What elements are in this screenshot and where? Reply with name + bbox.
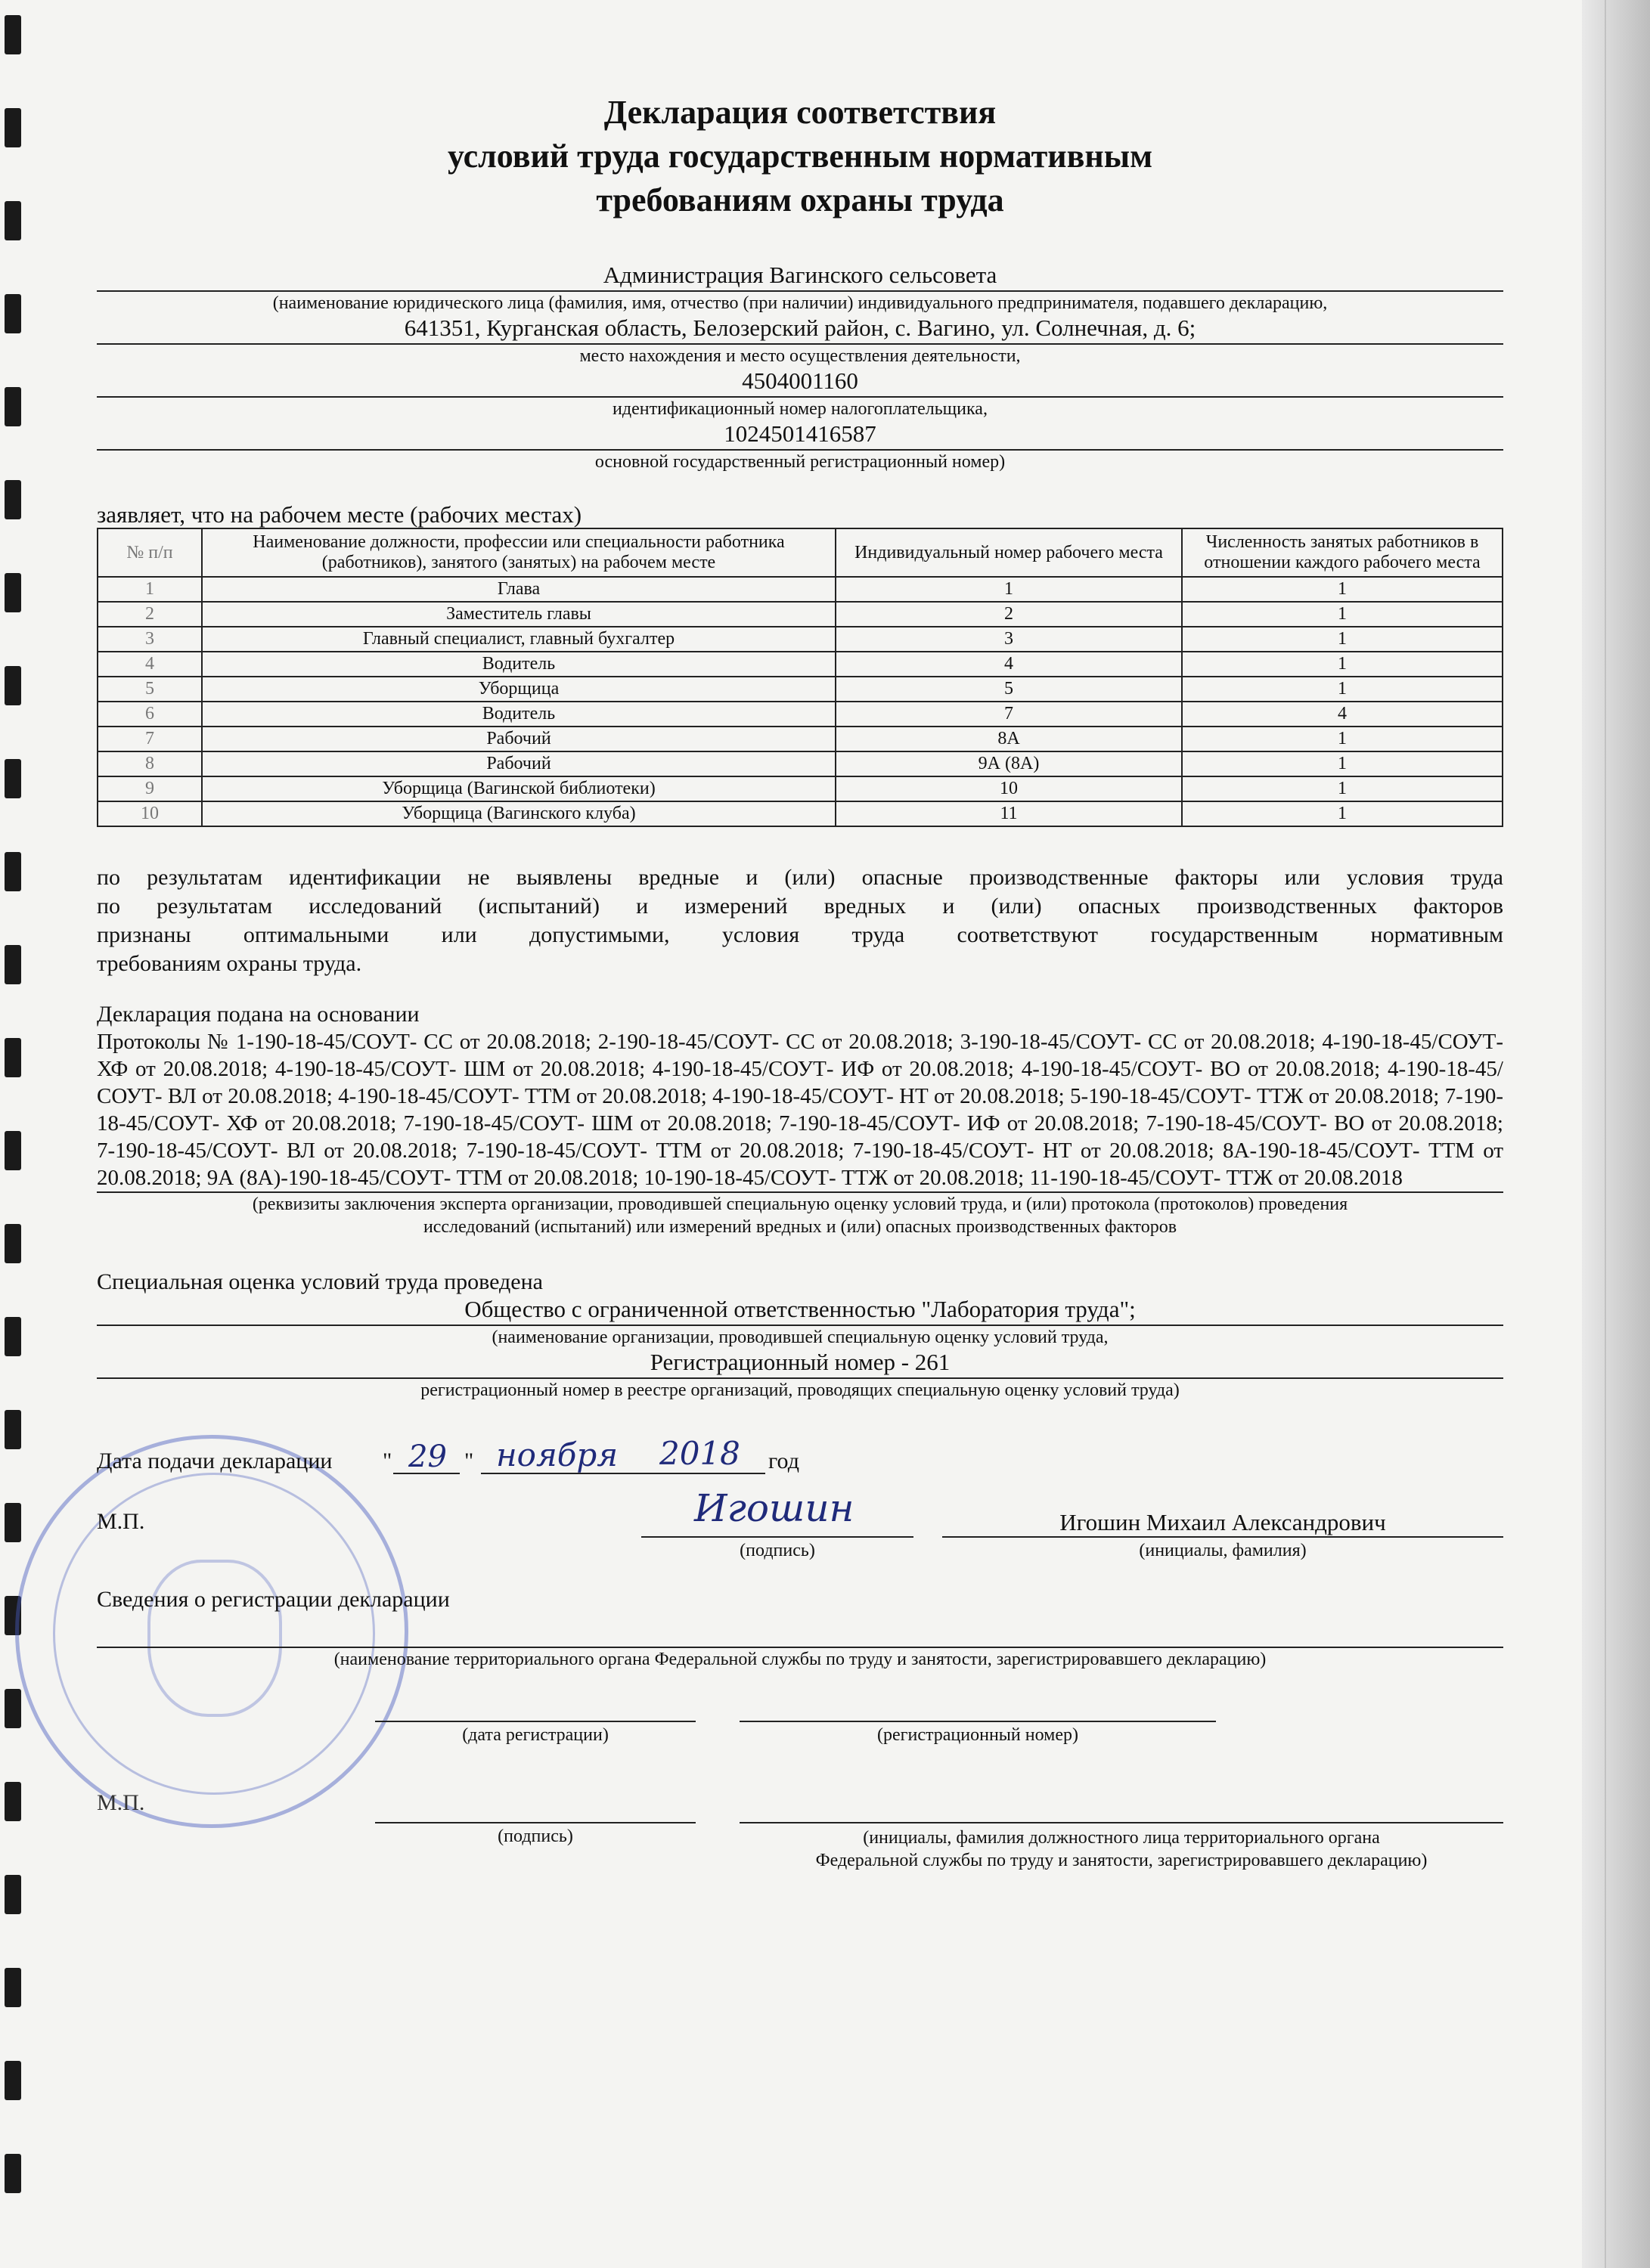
row-employee-count: 1 (1182, 751, 1503, 776)
assessment-organization: Общество с ограниченной ответственностью "Лаборатория труда"; (97, 1296, 1503, 1326)
row-number: 3 (98, 627, 202, 652)
header-employee-count: Численность занятых работников в отношении каждого рабочего места (1182, 528, 1503, 577)
row-employee-count: 1 (1182, 776, 1503, 801)
row-workplace-number: 7 (836, 702, 1182, 727)
applicant-name-caption: (наименование юридического лица (фамилия, имя, отчество (при наличии) индивидуального предпринимателя, подавшего декларацию, (272, 293, 1328, 313)
row-employee-count: 1 (1182, 627, 1503, 652)
workplaces-table (97, 528, 1503, 827)
table-row (98, 627, 1503, 652)
row-number: 1 (98, 577, 202, 602)
row-position: Рабочий (202, 727, 836, 751)
assessment-registration-caption: регистрационный номер в реестре организаций, проводящих специальную оценку условий труда) (420, 1380, 1180, 1400)
row-workplace-number: 2 (836, 602, 1182, 627)
row-position: Заместитель главы (202, 602, 836, 627)
row-number: 2 (98, 602, 202, 627)
row-number: 9 (98, 776, 202, 801)
signer-name-caption: (инициалы, фамилия) (1139, 1541, 1307, 1560)
applicant-inn: 4504001160 (97, 367, 1503, 398)
applicant-inn-caption: идентификационный номер налогоплательщика, (613, 399, 988, 419)
header-workplace-number: Индивидуальный номер рабочего места (836, 528, 1182, 577)
table-row (98, 751, 1503, 776)
applicant-address-caption: место нахождения и место осуществления деятельности, (579, 346, 1021, 366)
registration-org-caption: (наименование территориального органа Федеральной службы по труду и занятости, зарегистрировавшего декларацию) (333, 1650, 1267, 1669)
row-workplace-number: 10 (836, 776, 1182, 801)
row-position: Глава (202, 577, 836, 602)
submission-month: ноября (496, 1436, 619, 1473)
stamp-place-label: М.П. (97, 1509, 145, 1534)
row-number: 8 (98, 751, 202, 776)
declares-text: заявляет, что на рабочем месте (рабочих местах) (97, 501, 582, 528)
applicant-name: Администрация Вагинского сельсовета (97, 262, 1503, 292)
row-workplace-number: 1 (836, 577, 1182, 602)
submission-day: 29 (408, 1439, 447, 1474)
table-row (98, 577, 1503, 602)
row-workplace-number: 9А (8А) (836, 751, 1182, 776)
table-row (98, 677, 1503, 702)
row-number: 5 (98, 677, 202, 702)
row-number: 4 (98, 652, 202, 677)
row-position: Главный специалист, главный бухгалтер (202, 627, 836, 652)
basis-title: Декларация подана на основании (97, 1002, 420, 1027)
binding-edge (0, 0, 30, 2268)
assessment-registration-number: Регистрационный номер - 261 (97, 1349, 1503, 1379)
row-position: Рабочий (202, 751, 836, 776)
submission-date-row: Дата подачи декларации " 29 " ноября 2018 год (97, 1435, 799, 1474)
registration-number-caption: (регистрационный номер) (877, 1725, 1078, 1745)
row-number: 6 (98, 702, 202, 727)
registration-stamp-place-label: М.П. (97, 1790, 145, 1815)
signature-caption: (подпись) (740, 1541, 815, 1560)
row-employee-count: 1 (1182, 602, 1503, 627)
basis-protocols: Протоколы № 1-190-18-45/СОУТ- СС от 20.08.2018; 2-190-18-45/СОУТ- СС от 20.08.2018; 3-190-18-45/СОУТ- СС от 20.08.2018; 4-190-18-45/СОУТ- ХФ от 20.08.2018; 4-190-18-45/СОУТ- ШМ от 20.08.2018; 4-190-18-45/СОУТ- ИФ от 20.08.2018; 4-190-18-45/СОУТ- ВО от 20.08.2018; 4-190-18-45/СОУТ- ВЛ от 20.08.2018; 4-190-18-45/СОУТ- ТТМ от 20.08.2018; 4-190-18-45/СОУТ- НТ от 20.08.2018; 5-190-18-45/СОУТ- ТТЖ от 20.08.2018; 7-190-18-45/СОУТ- ХФ от 20.08.2018; 7-190-18-45/СОУТ- ШМ от 20.08.2018; 7-190-18-45/СОУТ- ИФ от 20.08.2018; 7-190-18-45/СОУТ- ВО от 20.08.2018; 7-190-18-45/СОУТ- ВЛ от 20.08.2018; 7-190-18-45/СОУТ- ТТМ от 20.08.2018; 7-190-18-45/СОУТ- НТ от 20.08.2018; 8А-190-18-45/СОУТ- ТТМ от 20.08.2018; 9А (8А)-190-18-45/СОУТ- ТТМ от 20.08.2018; 10-190-18-45/СОУТ- ТТЖ от 20.08.2018; 11-190-18-45/СОУТ- ТТЖ от 20.08.2018 (97, 1028, 1503, 1193)
row-position: Уборщица (Вагинского клуба) (202, 801, 836, 826)
row-employee-count: 1 (1182, 677, 1503, 702)
table-row (98, 776, 1503, 801)
applicant-ogrn-caption: основной государственный регистрационный номер) (594, 452, 1006, 472)
row-employee-count: 1 (1182, 727, 1503, 751)
row-workplace-number: 5 (836, 677, 1182, 702)
table-row (98, 652, 1503, 677)
registration-title: Сведения о регистрации декларации (97, 1587, 450, 1612)
applicant-ogrn: 1024501416587 (97, 420, 1503, 451)
row-number: 7 (98, 727, 202, 751)
row-employee-count: 1 (1182, 801, 1503, 826)
applicant-address: 641351, Курганская область, Белозерский район, с. Вагино, ул. Солнечная, д. 6; (97, 314, 1503, 345)
assessment-organization-caption: (наименование организации, проводившей специальную оценку условий труда, (492, 1328, 1109, 1347)
submission-date-label: Дата подачи декларации (97, 1448, 333, 1473)
registration-signature-row (97, 1790, 1503, 1898)
basis-caption-2: исследований (испытаний) или измерений вредных и (или) опасных производственных факторов (423, 1217, 1177, 1237)
signature-row (97, 1486, 1503, 1541)
applicant-signature: Игошин (694, 1486, 854, 1530)
row-employee-count: 4 (1182, 702, 1503, 727)
registration-date-number-row (97, 1721, 1503, 1774)
registration-signature-caption: (подпись) (498, 1826, 573, 1846)
registration-official-caption: (инициалы, фамилия должностного лица территориального органа Федеральной службы по труду и занятости, зарегистрировавшего декларацию) (815, 1828, 1428, 1870)
assessment-title: Специальная оценка условий труда проведена (97, 1269, 543, 1294)
row-workplace-number: 4 (836, 652, 1182, 677)
table-row (98, 727, 1503, 751)
table-row (98, 801, 1503, 826)
row-position: Уборщица (202, 677, 836, 702)
signer-name: Игошин Михаил Александрович (1059, 1509, 1386, 1535)
registration-date-caption: (дата регистрации) (462, 1725, 609, 1745)
basis-caption-1: (реквизиты заключения эксперта организации, проводившей специальную оценку условий труда, и (или) протокола (протоколов) проведения (252, 1194, 1348, 1214)
page-edge (1582, 0, 1650, 2268)
row-number: 10 (98, 801, 202, 826)
table-row (98, 602, 1503, 627)
row-workplace-number: 11 (836, 801, 1182, 826)
row-employee-count: 1 (1182, 652, 1503, 677)
row-position: Водитель (202, 702, 836, 727)
row-workplace-number: 8А (836, 727, 1182, 751)
row-position: Уборщица (Вагинской библиотеки) (202, 776, 836, 801)
row-workplace-number: 3 (836, 627, 1182, 652)
header-number: № п/п (98, 528, 202, 577)
header-position: Наименование должности, профессии или специальности работника (работников), занятого (занятых) на рабочем месте (202, 528, 836, 577)
results-paragraph: по результатам идентификации не выявлены вредные и (или) опасные производственные факторы или условия труда по результатам исследований (испытаний) и измерений вредных и (или) опасных производственных факторов признаны оптимальными или допустимыми, условия труда соответствуют государственным нормативным требованиям охраны труда. (97, 865, 1503, 976)
row-employee-count: 1 (1182, 577, 1503, 602)
declaration-page (97, 91, 1503, 1898)
table-row (98, 702, 1503, 727)
submission-year: 2018 (659, 1435, 740, 1472)
row-position: Водитель (202, 652, 836, 677)
document-title: Декларация соответствия условий труда государственным нормативным требованиям охраны труда (447, 94, 1153, 218)
